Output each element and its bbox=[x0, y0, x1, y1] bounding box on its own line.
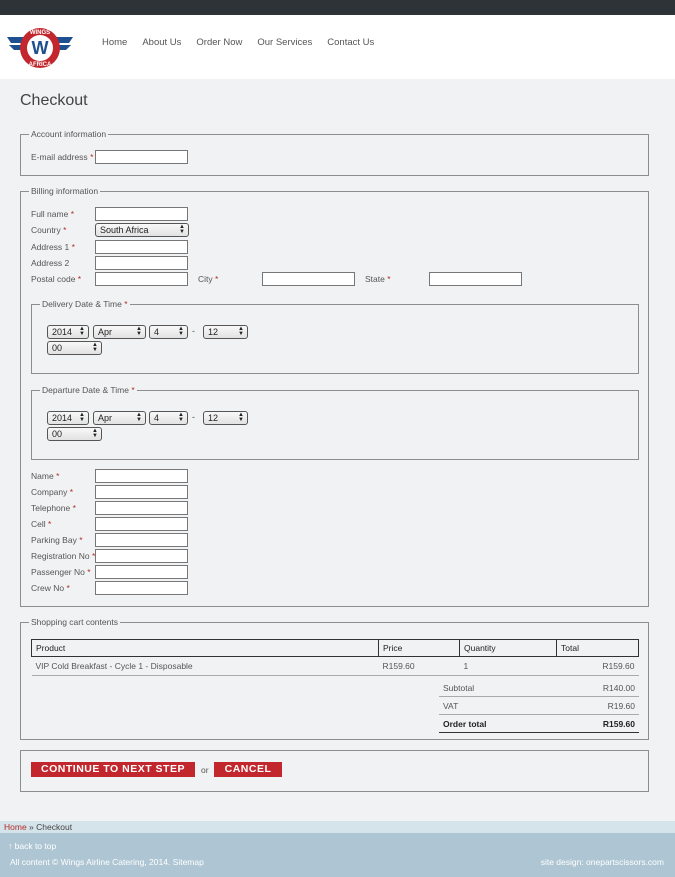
departure-fieldset: Departure Date & Time * 2014 ▲ ▼ Apr ▲ ▼ 4 ▲ ▼ - 12 ▲ ▼ 00 ▲ ▼ bbox=[31, 390, 639, 460]
full-name-input[interactable] bbox=[95, 207, 188, 221]
postal-code-input[interactable] bbox=[95, 272, 188, 286]
delivery-dash: - bbox=[192, 326, 195, 336]
nav-about-us[interactable]: About Us bbox=[142, 37, 182, 48]
cart-quantity: 1 bbox=[460, 657, 557, 676]
vat-row: VAT R19.60 bbox=[439, 697, 639, 715]
registration-label: Registration No bbox=[31, 551, 90, 561]
company-input[interactable] bbox=[95, 485, 188, 499]
cart-totals bbox=[439, 679, 639, 733]
departure-day-select[interactable]: 4 ▲ ▼ bbox=[149, 411, 188, 425]
cart-table bbox=[31, 639, 639, 676]
passenger-input[interactable] bbox=[95, 565, 188, 579]
email-label: E-mail address bbox=[31, 152, 88, 162]
breadcrumb-current: Checkout bbox=[36, 822, 73, 832]
crew-label: Crew No bbox=[31, 583, 65, 593]
main-nav bbox=[102, 37, 389, 48]
address1-label: Address 1 bbox=[31, 242, 70, 252]
departure-month-select[interactable]: Apr ▲ ▼ bbox=[93, 411, 146, 425]
cart-fieldset bbox=[20, 617, 649, 740]
page-title: Checkout bbox=[20, 92, 88, 109]
delivery-minute-select[interactable]: 00 ▲ ▼ bbox=[47, 341, 102, 355]
postal-row: Postal code * City * State * bbox=[31, 272, 631, 286]
copyright-text: All content © Wings Airline Catering, 2014. Sitemap bbox=[10, 857, 204, 867]
cell-input[interactable] bbox=[95, 517, 188, 531]
city-label: City bbox=[198, 274, 213, 284]
departure-dash: - bbox=[192, 412, 195, 422]
account-fieldset: Account information E-mail address * bbox=[20, 134, 649, 176]
top-bar bbox=[0, 0, 675, 15]
design-credit: site design: onepartscissors.com bbox=[540, 857, 664, 867]
registration-input[interactable] bbox=[95, 549, 188, 563]
continue-button[interactable]: CONTINUE TO NEXT STEP bbox=[31, 762, 195, 777]
full-name-label: Full name bbox=[31, 209, 69, 219]
nav-contact-us[interactable]: Contact Us bbox=[327, 37, 375, 48]
svg-text:AFRICA: AFRICA bbox=[28, 62, 52, 68]
breadcrumb: Home » Checkout bbox=[0, 821, 675, 833]
telephone-input[interactable] bbox=[95, 501, 188, 515]
or-text: or bbox=[201, 765, 209, 775]
account-legend: Account information bbox=[31, 129, 107, 139]
address2-input[interactable] bbox=[95, 256, 188, 270]
departure-hour-select[interactable]: 12 ▲ ▼ bbox=[203, 411, 248, 425]
svg-text:W: W bbox=[31, 38, 49, 58]
nav-home[interactable]: Home bbox=[102, 37, 128, 48]
nav-order-now[interactable]: Order Now bbox=[196, 37, 243, 48]
email-input[interactable] bbox=[95, 150, 188, 164]
cart-header-row bbox=[32, 640, 639, 657]
col-quantity: Quantity bbox=[460, 640, 557, 657]
cell-label: Cell bbox=[31, 519, 46, 529]
delivery-month-select[interactable]: Apr ▲ ▼ bbox=[93, 325, 146, 339]
company-label: Company bbox=[31, 487, 68, 497]
breadcrumb-home[interactable]: Home bbox=[4, 822, 27, 832]
telephone-label: Telephone bbox=[31, 503, 71, 513]
crew-input[interactable] bbox=[95, 581, 188, 595]
delivery-day-select[interactable]: 4 ▲ ▼ bbox=[149, 325, 188, 339]
actions-box bbox=[20, 750, 649, 792]
postal-label: Postal code bbox=[31, 274, 76, 284]
departure-year-select[interactable]: 2014 ▲ ▼ bbox=[47, 411, 89, 425]
address1-input[interactable] bbox=[95, 240, 188, 254]
site-header bbox=[0, 15, 675, 79]
delivery-fieldset: Delivery Date & Time * 2014 ▲ ▼ Apr ▲ ▼ 4 ▲ ▼ - 12 ▲ ▼ 00 ▲ ▼ bbox=[31, 304, 639, 374]
order-total-row: Order total R159.60 bbox=[439, 715, 639, 733]
col-price: Price bbox=[379, 640, 460, 657]
name-label: Name bbox=[31, 471, 54, 481]
cart-legend: Shopping cart contents bbox=[31, 617, 118, 627]
country-label: Country bbox=[31, 225, 61, 235]
delivery-year-select[interactable]: 2014 ▲ ▼ bbox=[47, 325, 89, 339]
subtotal-value: R140.00 bbox=[602, 683, 635, 693]
col-product: Product bbox=[32, 640, 379, 657]
billing-legend: Billing information bbox=[31, 186, 99, 196]
site-footer bbox=[0, 833, 675, 877]
wings-africa-logo[interactable] bbox=[7, 23, 73, 73]
billing-fieldset: Billing information Full name * Country * South Africa ▲ ▼ Address 1 * Address 2 Postal code * City * State * Delivery Date & Time * 2014 ▲ ▼ Apr ▲ ▼ 4 ▲ ▼ - 12 ▲ ▼ 00 ▲ ▼ Departure Date & Time * 2014 ▲ ▼ Apr ▲ ▼ 4 ▲ ▼ - 12 ▲ ▼ 00 ▲ ▼ Name * Company * Telephone * Cell * Parking Bay * Registration No * Passenger No * Crew No * bbox=[20, 191, 649, 607]
svg-text:WINGS: WINGS bbox=[29, 30, 51, 36]
state-input[interactable] bbox=[429, 272, 522, 286]
parking-bay-input[interactable] bbox=[95, 533, 188, 547]
delivery-legend: Delivery Date & Time bbox=[42, 299, 122, 309]
state-label: State bbox=[365, 274, 385, 284]
address2-label: Address 2 bbox=[31, 258, 70, 268]
departure-minute-select[interactable]: 00 ▲ ▼ bbox=[47, 427, 102, 441]
name-input[interactable] bbox=[95, 469, 188, 483]
departure-legend: Departure Date & Time bbox=[42, 385, 129, 395]
order-total-value: R159.60 bbox=[602, 719, 635, 729]
subtotal-row: Subtotal R140.00 bbox=[439, 679, 639, 697]
select-arrows-icon: ▲ ▼ bbox=[179, 224, 185, 235]
col-total: Total bbox=[557, 640, 639, 657]
vat-value: R19.60 bbox=[607, 701, 635, 711]
table-row bbox=[32, 657, 639, 676]
country-select[interactable]: South Africa ▲ ▼ bbox=[95, 223, 189, 237]
nav-our-services[interactable]: Our Services bbox=[257, 37, 313, 48]
cart-price: R159.60 bbox=[379, 657, 460, 676]
cancel-button[interactable]: CANCEL bbox=[214, 762, 282, 777]
back-to-top-link[interactable]: ↑ back to top bbox=[8, 841, 57, 851]
arrow-up-icon: ↑ bbox=[8, 841, 13, 851]
cart-product: VIP Cold Breakfast - Cycle 1 - Disposable bbox=[32, 657, 379, 676]
city-input[interactable] bbox=[262, 272, 355, 286]
parking-label: Parking Bay bbox=[31, 535, 77, 545]
delivery-hour-select[interactable]: 12 ▲ ▼ bbox=[203, 325, 248, 339]
cart-total: R159.60 bbox=[557, 657, 639, 676]
passenger-label: Passenger No bbox=[31, 567, 85, 577]
